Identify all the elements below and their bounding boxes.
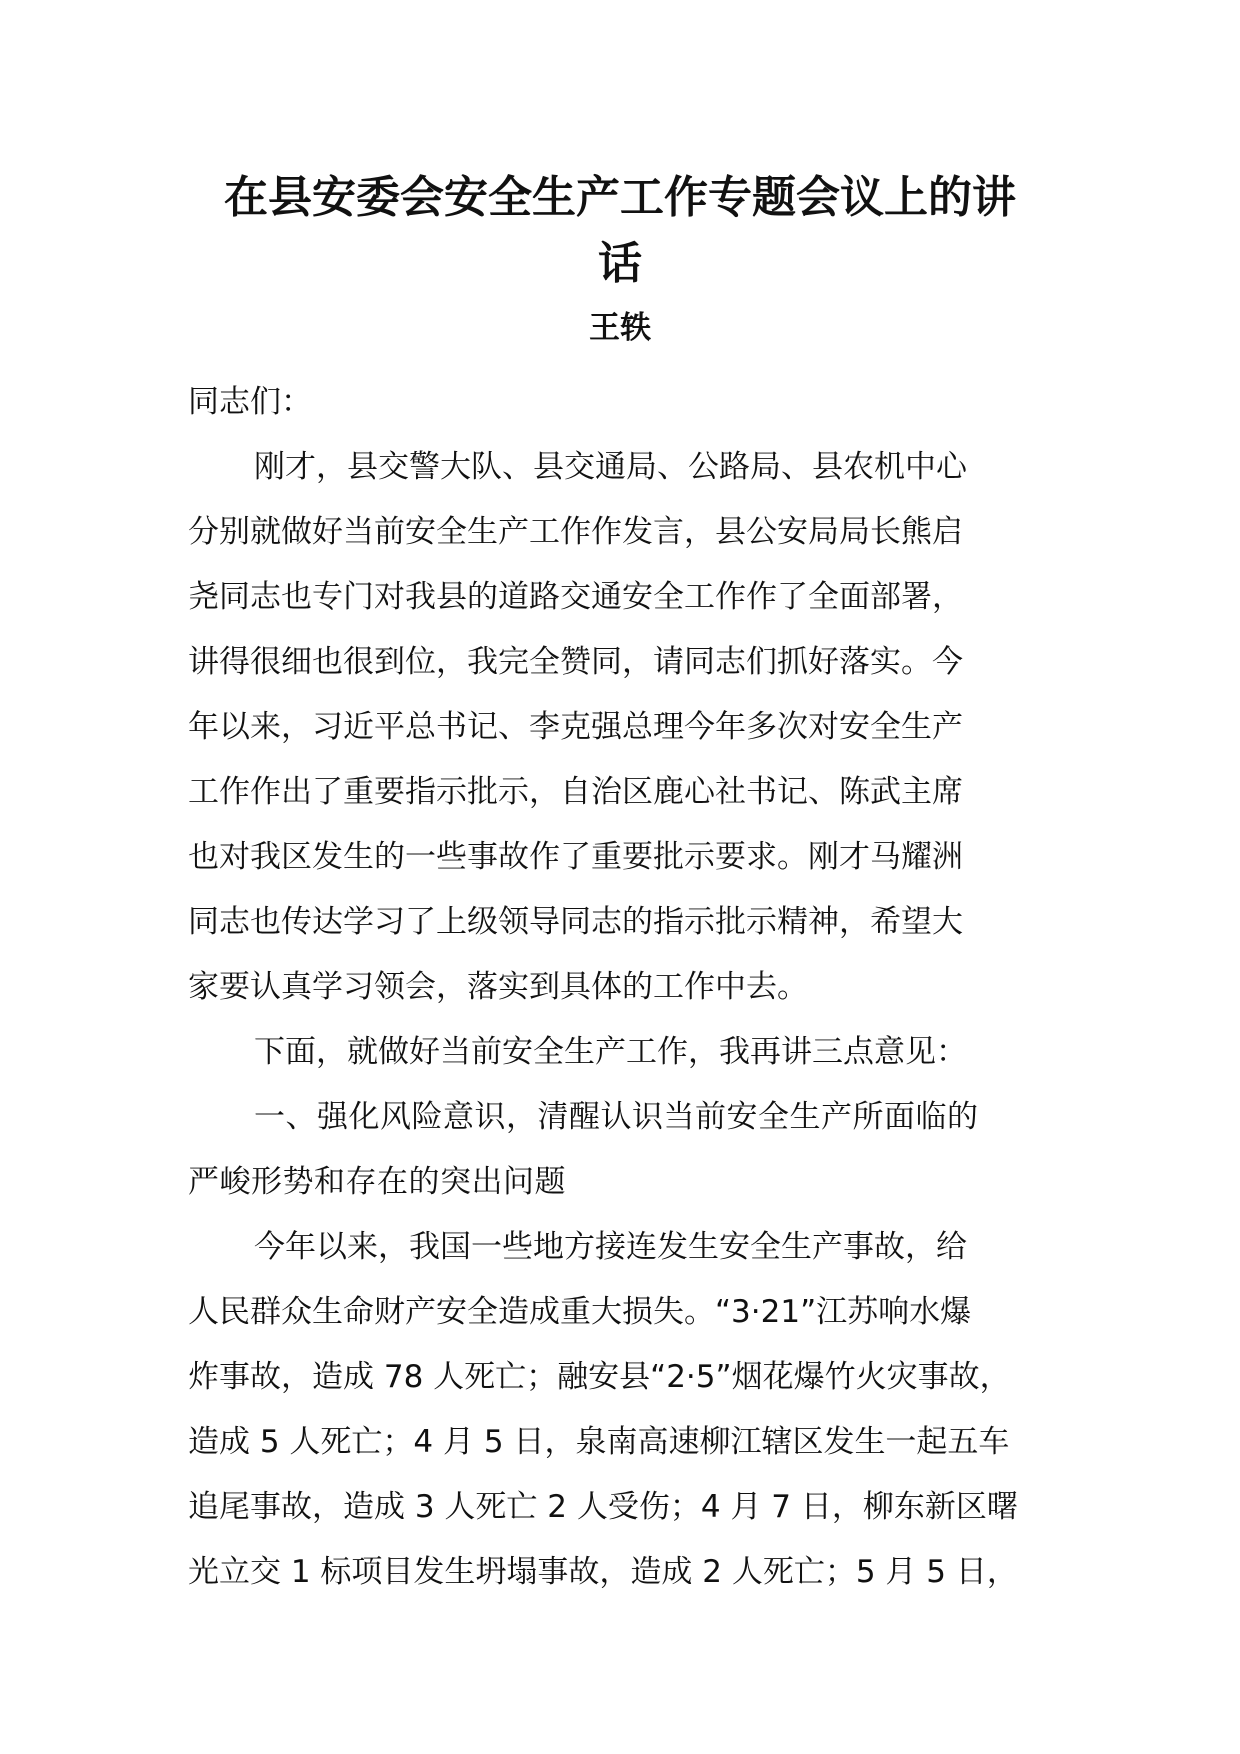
paragraph-line: 也对我区发生的一些事故作了重要批示要求。刚才马耀洲	[188, 839, 963, 875]
section-heading: 一、强化风险意识，清醒认识当前安全生产所面临的	[254, 1099, 979, 1135]
paragraph-line: 人民群众生命财产安全造成重大损失。“3·21”江苏响水爆	[188, 1294, 972, 1330]
paragraph-line: 下面，就做好当前安全生产工作，我再讲三点意见：	[254, 1034, 967, 1070]
paragraph-line: 光立交 1 标项目发生坍塌事故，造成 2 人死亡；5 月 5 日，	[188, 1554, 1018, 1590]
paragraph-line: 同志也传达学习了上级领导同志的指示批示精神，希望大	[188, 904, 963, 940]
paragraph-line: 年以来，习近平总书记、李克强总理今年多次对安全生产	[188, 709, 963, 745]
paragraph-line: 造成 5 人死亡；4 月 5 日，泉南高速柳江辖区发生一起五车	[188, 1424, 1010, 1460]
paragraph-line: 讲得很细也很到位，我完全赞同，请同志们抓好落实。今	[188, 644, 963, 680]
title-line-1: 在县安委会安全生产工作专题会议上的讲	[224, 172, 1016, 223]
paragraph-line: 今年以来，我国一些地方接连发生安全生产事故，给	[254, 1229, 967, 1265]
document-title	[188, 165, 1052, 297]
paragraph-line: 刚才，县交警大队、县交通局、公路局、县农机中心	[254, 449, 967, 485]
paragraph-line: 尧同志也专门对我县的道路交通安全工作作了全面部署，	[188, 579, 963, 615]
title-line-2: 话	[598, 238, 642, 289]
salutation: 同志们：	[188, 384, 312, 420]
paragraph-line: 分别就做好当前安全生产工作作发言，县公安局局长熊启	[188, 514, 963, 550]
paragraph-line: 炸事故，造成 78 人死亡；融安县“2·5”烟花爆竹火灾事故，	[188, 1359, 1011, 1395]
paragraph-line: 工作作出了重要指示批示，自治区鹿心社书记、陈武主席	[188, 774, 963, 810]
author-name: 王轶	[589, 310, 651, 346]
section-heading: 严峻形势和存在的突出问题	[188, 1164, 566, 1200]
document-body	[188, 370, 1088, 1605]
paragraph-line: 追尾事故，造成 3 人死亡 2 人受伤；4 月 7 日，柳东新区曙	[188, 1489, 1018, 1525]
paragraph-line: 家要认真学习领会，落实到具体的工作中去。	[188, 969, 808, 1005]
